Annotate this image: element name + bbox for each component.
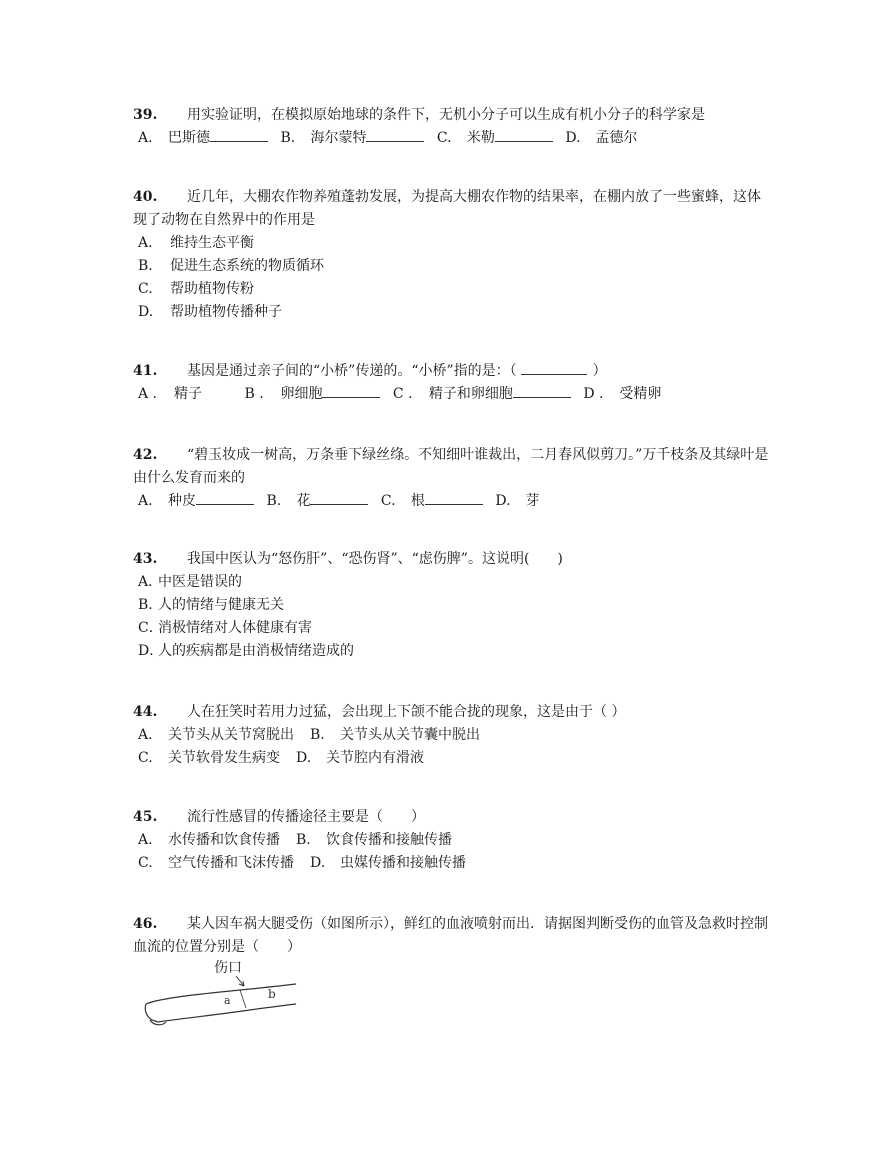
option-b — [296, 829, 452, 852]
option-text: 关节软骨发生病变 — [168, 750, 280, 766]
option-label: B. — [310, 727, 325, 743]
option-label: D. — [138, 304, 154, 320]
option-a — [133, 571, 773, 594]
option-c — [133, 617, 773, 640]
option-label: A. — [138, 130, 153, 146]
option-d — [310, 852, 466, 875]
options-row — [133, 747, 773, 770]
option-label: D. — [310, 855, 326, 871]
option-text: 中医是错误的 — [158, 574, 242, 590]
option-text: 空气传播和飞沫传播 — [168, 855, 294, 871]
option-text: 关节腔内有滑液 — [326, 750, 424, 766]
option-text: 芽 — [525, 493, 540, 509]
options-row — [133, 724, 773, 747]
option-d — [495, 490, 539, 513]
options-row — [133, 127, 773, 150]
option-text: 关节头从关节窝脱出 — [168, 727, 294, 743]
option-a — [138, 829, 296, 852]
question-text: 基因是通过亲子间的“小桥”传递的。“小桥”指的是：（ — [187, 363, 517, 379]
option-d — [133, 301, 773, 324]
point-a-label: a — [224, 994, 231, 1007]
options-row — [133, 829, 773, 852]
option-text: 人的情绪与健康无关 — [158, 597, 284, 613]
option-c — [393, 383, 579, 406]
option-label: C. — [380, 493, 396, 509]
option-a — [138, 490, 262, 513]
option-label: A. — [138, 493, 153, 509]
option-b — [133, 594, 773, 617]
question-41 — [133, 360, 773, 406]
option-b — [310, 724, 480, 747]
option-text: 精子 — [174, 386, 202, 402]
question-stem — [133, 548, 773, 571]
option-a — [138, 383, 240, 406]
option-text: 维持生态平衡 — [170, 235, 254, 251]
options-row — [133, 852, 773, 875]
option-text: 花 — [296, 493, 311, 509]
leg-wound-figure — [140, 960, 300, 1028]
question-42 — [133, 444, 773, 513]
option-label: D. — [296, 750, 312, 766]
question-text: 人在狂笑时若用力过猛，会出现上下颌不能合拢的现象，这是由于（ ） — [187, 704, 626, 720]
option-text: 卵细胞 — [280, 386, 323, 402]
question-number: 44. — [133, 704, 158, 720]
option-a — [138, 127, 276, 150]
option-label: C. — [436, 130, 452, 146]
option-b — [133, 255, 773, 278]
option-c — [138, 852, 310, 875]
option-text: 海尔蒙特 — [310, 130, 367, 146]
option-d — [296, 747, 424, 770]
option-c — [381, 490, 491, 513]
option-label: A . — [138, 386, 158, 402]
option-text: 促进生态系统的物质循环 — [170, 258, 324, 274]
option-label: B． — [138, 597, 163, 613]
option-c — [133, 278, 773, 301]
option-label: B. — [266, 493, 282, 509]
question-stem — [133, 913, 773, 959]
options-row — [133, 383, 773, 406]
option-text: 孟德尔 — [595, 130, 638, 146]
question-stem — [133, 186, 773, 232]
option-label: C. — [138, 750, 153, 766]
question-number: 46. — [133, 916, 158, 932]
question-number: 42. — [133, 447, 158, 463]
question-39 — [133, 104, 773, 150]
option-a — [138, 724, 310, 747]
question-stem — [133, 701, 773, 724]
option-text: 精子和卵细胞 — [428, 386, 513, 402]
question-text: 某人因车祸大腿受伤（如图所示），鲜红的血液喷射而出．请据图判断受伤的血管及急救时控制血流的位置分别是（ ） — [133, 916, 768, 955]
question-45 — [133, 806, 773, 875]
question-stem — [133, 806, 773, 829]
option-label: D. — [495, 493, 511, 509]
option-text: 饮食传播和接触传播 — [326, 832, 452, 848]
question-stem — [133, 444, 773, 490]
option-text: 米勒 — [466, 130, 495, 146]
option-label: D． — [138, 643, 164, 659]
option-label: C . — [392, 386, 413, 402]
question-text: 近几年，大棚农作物养殖蓬勃发展，为提高大棚农作物的结果率，在棚内放了一些蜜蜂，这体现了动物在自然界中的作用是 — [133, 189, 761, 228]
option-text: 水传播和饮食传播 — [168, 832, 280, 848]
option-label: D . — [583, 386, 604, 402]
question-number: 39. — [133, 107, 158, 123]
wound-label: 伤口 — [214, 960, 242, 976]
option-text: 种皮 — [168, 493, 196, 509]
option-label: B . — [244, 386, 264, 402]
question-number: 45. — [133, 809, 158, 825]
option-label: B. — [296, 832, 311, 848]
option-d — [583, 383, 661, 406]
option-label: A. — [138, 235, 153, 251]
question-46 — [133, 913, 773, 959]
option-c — [437, 127, 561, 150]
question-number: 43. — [133, 551, 158, 567]
option-text: 根 — [410, 493, 425, 509]
option-text: 虫媒传播和接触传播 — [340, 855, 466, 871]
question-number: 40. — [133, 189, 158, 205]
option-label: B. — [280, 130, 296, 146]
option-label: B. — [138, 258, 153, 274]
option-text: 人的疾病都是由消极情绪造成的 — [158, 643, 354, 659]
question-40 — [133, 186, 773, 324]
option-text: 关节头从关节囊中脱出 — [340, 727, 480, 743]
option-text: 帮助植物传粉 — [170, 281, 254, 297]
question-text: “碧玉妆成一树高，万条垂下绿丝绦。不知细叶谁裁出，二月春风似剪刀。”万千枝条及其绿叶是由什么发育而来的 — [133, 447, 769, 486]
point-b-label: b — [268, 987, 276, 1001]
options-row — [133, 490, 773, 513]
question-stem — [133, 360, 773, 383]
question-stem — [133, 104, 773, 127]
question-number: 41. — [133, 363, 158, 379]
option-d — [565, 127, 637, 150]
option-text: 消极情绪对人体健康有害 — [158, 620, 312, 636]
option-a — [133, 232, 773, 255]
question-text: 流行性感冒的传播途径主要是（ ） — [187, 809, 425, 825]
option-c — [138, 747, 296, 770]
option-b — [280, 127, 432, 150]
question-text: 我国中医认为“怒伤肝”、“恐伤肾”、“虑伤脾”。这说明( ) — [187, 551, 563, 567]
option-b — [244, 383, 388, 406]
question-text-end: ） — [592, 363, 607, 379]
question-text: 用实验证明，在模拟原始地球的条件下，无机小分子可以生成有机小分子的科学家是 — [187, 107, 705, 123]
option-text: 受精卵 — [619, 386, 662, 402]
option-label: A． — [138, 574, 163, 590]
option-b — [266, 490, 376, 513]
question-44 — [133, 701, 773, 770]
option-label: C. — [138, 855, 153, 871]
option-label: D. — [565, 130, 581, 146]
option-label: A. — [138, 727, 153, 743]
option-text: 帮助植物传播种子 — [170, 304, 282, 320]
option-d — [133, 640, 773, 663]
option-label: A. — [138, 832, 153, 848]
option-text: 巴斯德 — [168, 130, 210, 146]
option-label: C． — [138, 620, 163, 636]
option-label: C. — [138, 281, 153, 297]
question-43 — [133, 548, 773, 663]
